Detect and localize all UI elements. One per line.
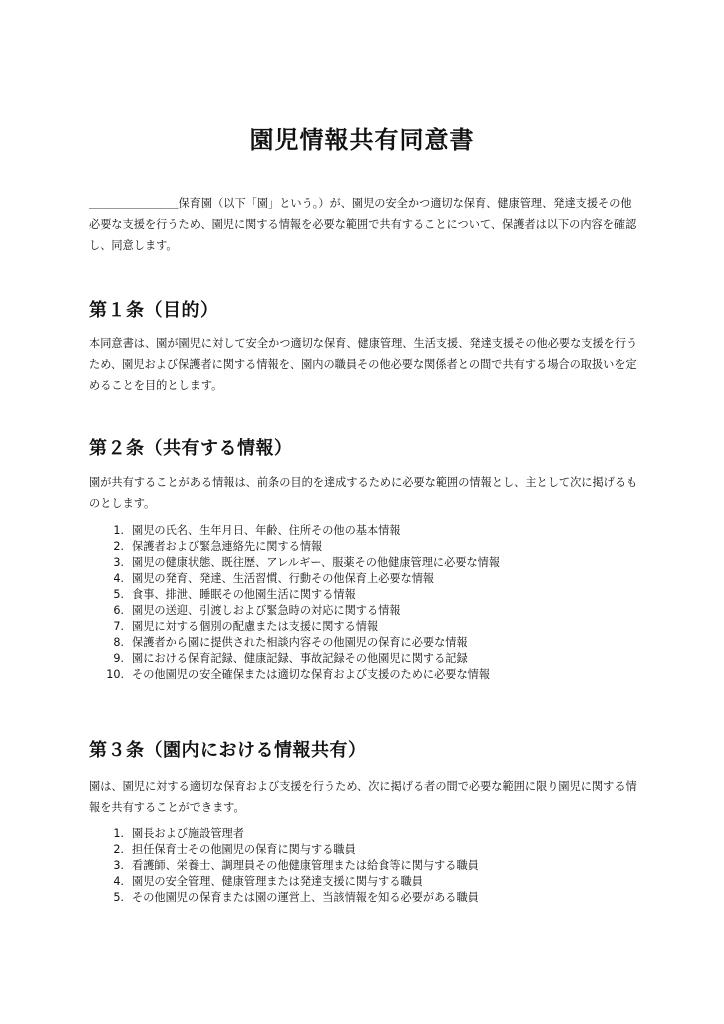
document-title: 園児情報共有同意書 [249, 126, 475, 154]
list-item-text: 看護師、栄養士、調理員その他健康管理または給食等に関与する職員 [132, 859, 479, 872]
list-item-text: 園児の氏名、生年月日、年齢、住所その他の基本情報 [132, 524, 401, 537]
list-item-text: 保護者および緊急連絡先に関する情報 [132, 540, 323, 553]
list-item-text: 園児の送迎、引渡しおよび緊急時の対応に関する情報 [132, 604, 401, 617]
list-item-text: 園児の発育、発達、生活習慣、行動その他保育上必要な情報 [132, 572, 435, 585]
list-item [89, 587, 641, 603]
list-item-number: 5. [113, 891, 124, 904]
list-item-number: 1. [113, 524, 124, 537]
list-item-number: 8. [113, 636, 124, 649]
list-item-text: 園長および施設管理者 [132, 827, 244, 840]
article-2-list [89, 523, 641, 683]
list-item-text: 保護者から園に提供された相談内容その他園児の保育に必要な情報 [132, 636, 468, 649]
list-item-text: 園児に対する個別の配慮または支援に関する情報 [132, 620, 379, 633]
list-item [89, 571, 641, 587]
article-2-heading: 第２条（共有する情報） [89, 438, 293, 459]
list-item-text: 園児の健康状態、既往歴、アレルギー、服薬その他健康管理に必要な情報 [132, 556, 501, 569]
list-item-number: 4. [113, 572, 124, 585]
list-item-number: 3. [113, 556, 124, 569]
list-item [89, 667, 641, 683]
article-1-body: 本同意書は、園が園児に対して安全かつ適切な保育、健康管理、生活支援、発達支援その他必要な支援を行うため、園児および保護者に関する情報を、園内の職員その他必要な関係者との間で共有する場合の取扱いを定めることを目的とします。 [89, 337, 638, 392]
list-item [89, 651, 641, 667]
list-item [89, 842, 641, 858]
list-item [89, 858, 641, 874]
article-3-body: 園は、園児に対する適切な保育および支援を行うため、次に掲げる者の間で必要な範囲に限り園児に関する情報を共有することができます。 [89, 780, 637, 814]
list-item [89, 555, 641, 571]
article-2-body: 園が共有することがある情報は、前条の目的を達成するために必要な範囲の情報とし、主として次に掲げるものとします。 [89, 476, 638, 510]
list-item [89, 890, 641, 906]
article-3-heading: 第３条（園内における情報共有） [89, 740, 367, 761]
list-item [89, 523, 641, 539]
list-item [89, 619, 641, 635]
list-item-number: 9. [113, 652, 124, 665]
article-3-list [89, 826, 641, 906]
list-item-number: 4. [113, 875, 124, 888]
list-item-text: 担任保育士その他園児の保育に関与する職員 [132, 843, 356, 856]
intro-paragraph: ＿＿＿＿＿＿＿＿保育園（以下「園」という。）が、園児の安全かつ適切な保育、健康管理、発達支援その他必要な支援を行うため、園児に関する情報を必要な範囲で共有することについて、保護者は以下の内容を確認し、同意します。 [89, 197, 637, 252]
list-item-number: 7. [113, 620, 124, 633]
list-item-text: 園児の安全管理、健康管理または発達支援に関与する職員 [132, 875, 423, 888]
list-item-number: 2. [113, 843, 124, 856]
list-item-number: 2. [113, 540, 124, 553]
list-item [89, 539, 641, 555]
list-item-text: その他園児の安全確保または適切な保育および支援のために必要な情報 [132, 668, 491, 681]
list-item [89, 826, 641, 842]
list-item [89, 635, 641, 651]
list-item-text: 食事、排泄、睡眠その他園生活に関する情報 [132, 588, 356, 601]
list-item-number: 1. [113, 827, 124, 840]
list-item [89, 603, 641, 619]
list-item-text: 園における保育記録、健康記録、事故記録その他園児に関する記録 [132, 652, 468, 665]
list-item-text: その他園児の保育または園の運営上、当該情報を知る必要がある職員 [132, 891, 479, 904]
list-item [89, 874, 641, 890]
article-1-heading: 第１条（目的） [89, 300, 219, 321]
list-item-number: 10. [106, 668, 124, 681]
list-item-number: 3. [113, 859, 124, 872]
list-item-number: 5. [113, 588, 124, 601]
list-item-number: 6. [113, 604, 124, 617]
